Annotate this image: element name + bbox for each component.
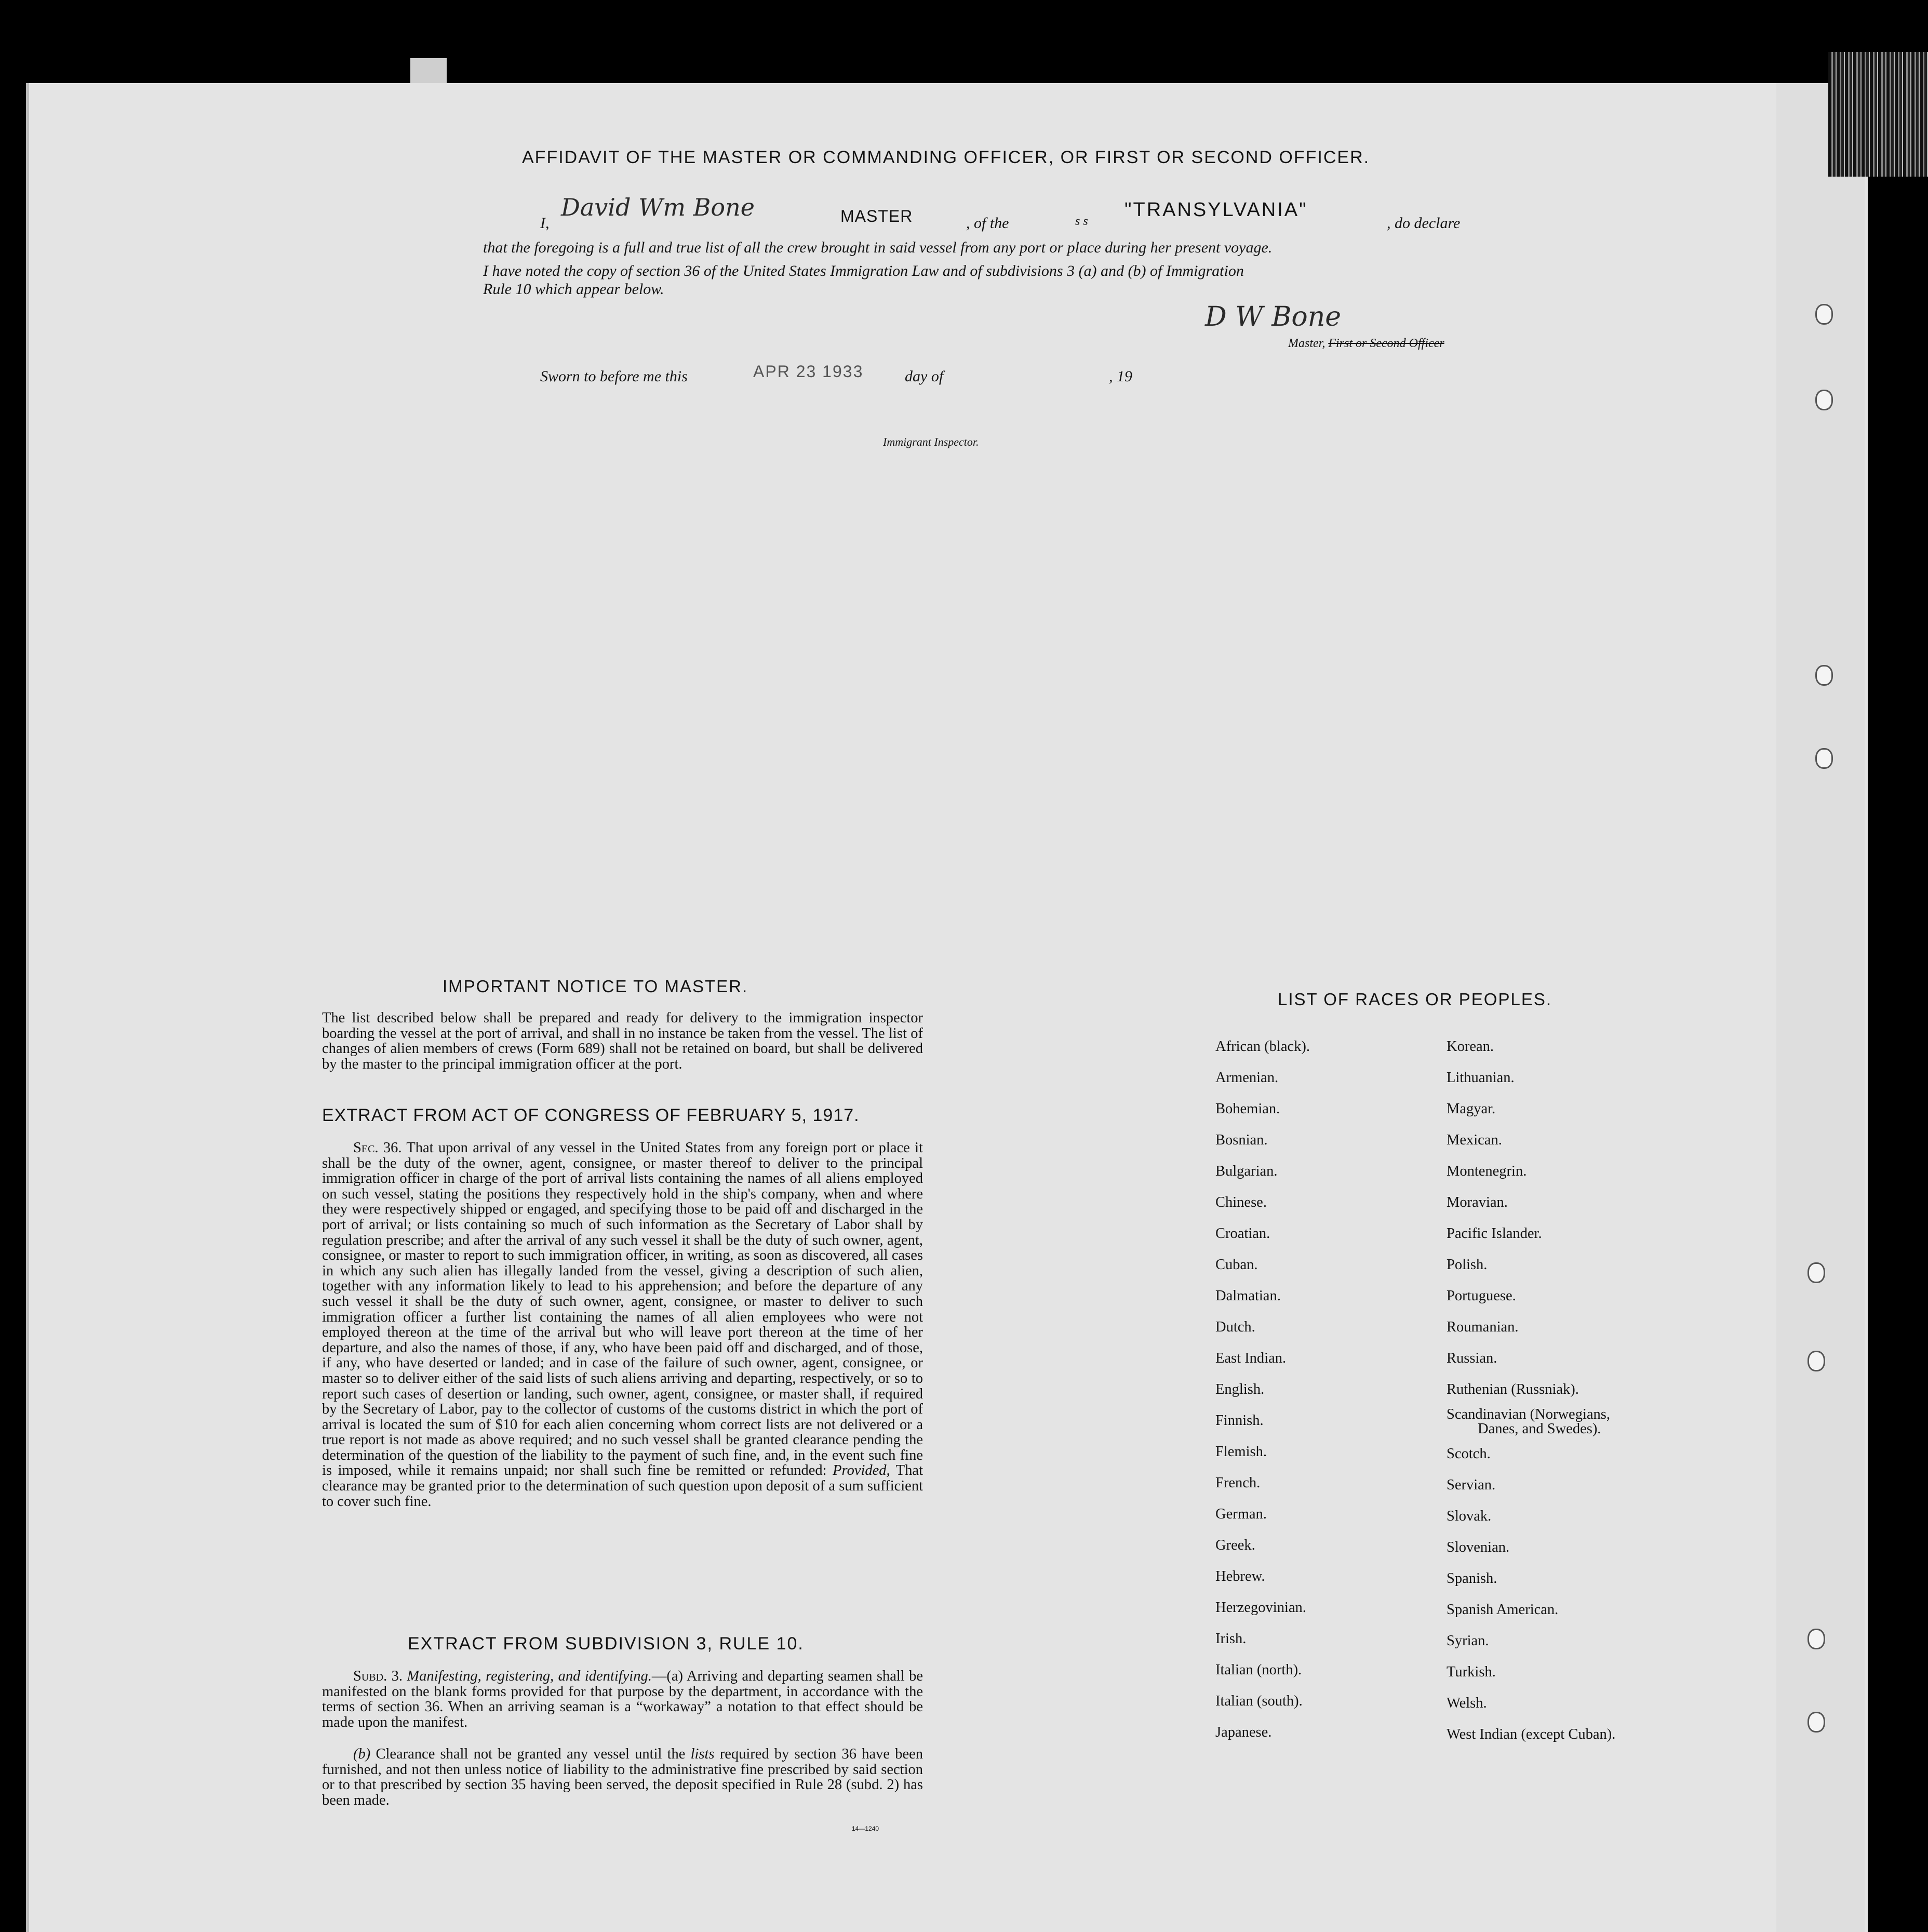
race-item: Italian (south). (1215, 1693, 1303, 1709)
vessel-name: "TRANSYLVANIA" (1124, 199, 1308, 221)
race-item: Dutch. (1215, 1319, 1255, 1335)
race-item: Chinese. (1215, 1194, 1267, 1210)
subdivision-heading: EXTRACT FROM SUBDIVISION 3, RULE 10. (408, 1634, 804, 1654)
binder-hole (1815, 304, 1833, 325)
race-item: Turkish. (1447, 1664, 1496, 1680)
race-item: Flemish. (1215, 1444, 1267, 1460)
vessel-prefix: s s (1075, 215, 1088, 228)
act-sec-label: Sec. 36. (353, 1140, 402, 1156)
race-item: Portuguese. (1447, 1288, 1516, 1304)
race-item: German. (1215, 1506, 1267, 1522)
act-provided: Provided, (833, 1462, 890, 1479)
year-label: , 19 (1109, 368, 1132, 385)
subd-label: Subd. 3. (353, 1668, 403, 1684)
race-item: Servian. (1447, 1477, 1496, 1493)
race-item: Bulgarian. (1215, 1163, 1278, 1179)
race-item: West Indian (except Cuban). (1447, 1726, 1616, 1742)
act-heading: EXTRACT FROM ACT OF CONGRESS OF FEBRUARY 5, 1917. (322, 1105, 860, 1125)
race-item: Japanese. (1215, 1724, 1272, 1740)
race-item: Ruthenian (Russniak). (1447, 1381, 1579, 1397)
race-item: Greek. (1215, 1537, 1255, 1553)
race-item: East Indian. (1215, 1350, 1287, 1366)
subd-part-b-lists: lists (690, 1746, 715, 1762)
race-item: Scotch. (1447, 1446, 1491, 1462)
subd-title: Manifesting, registering, and identifying. (407, 1668, 652, 1684)
race-item: Welsh. (1447, 1695, 1487, 1711)
page-edge (1776, 83, 1865, 1932)
race-item: Syrian. (1447, 1633, 1489, 1649)
affidavit-line-2: that the foregoing is a full and true list of all the crew brought in said vessel from any port or place during her present voyage. (483, 239, 1273, 256)
race-item: Bosnian. (1215, 1132, 1268, 1148)
act-body (322, 1140, 923, 1509)
race-item: Cuban. (1215, 1257, 1258, 1273)
race-item: Russian. (1447, 1350, 1497, 1366)
binder-hole (1808, 1629, 1825, 1649)
binder-hole (1808, 1351, 1825, 1371)
race-item (1447, 1405, 1615, 1438)
race-item: Finnish. (1215, 1413, 1264, 1429)
race-item: Dalmatian. (1215, 1288, 1281, 1304)
race-item-text: Scandinavian (Norwegians, (1447, 1406, 1610, 1422)
binding-tab (410, 58, 447, 83)
subdivision-part-a (322, 1669, 923, 1730)
races-right-column (1447, 1031, 1615, 1750)
subd-part-b-pre: Clearance shall not be granted any vessel until the (376, 1746, 686, 1762)
subd-part-b-label: (b) (353, 1746, 371, 1762)
declare-label: , do declare (1387, 215, 1461, 232)
race-item: African (black). (1215, 1038, 1310, 1055)
binder-hole (1815, 748, 1833, 769)
race-item: French. (1215, 1475, 1261, 1491)
race-item-continued: Danes, and Swedes). (1478, 1421, 1601, 1437)
notice-heading: IMPORTANT NOTICE TO MASTER. (443, 977, 748, 996)
race-item: Slovenian. (1447, 1539, 1510, 1555)
master-signature: David Wm Bone (561, 193, 755, 221)
signer-title-master: Master, (1288, 337, 1326, 350)
officer-signature: D W Bone (1205, 301, 1341, 332)
race-item: English. (1215, 1381, 1265, 1397)
race-item: Roumanian. (1447, 1319, 1519, 1335)
race-item: Bohemian. (1215, 1101, 1280, 1117)
race-item: Hebrew. (1215, 1568, 1265, 1584)
race-item: Moravian. (1447, 1194, 1508, 1210)
binder-hole (1815, 665, 1833, 686)
race-item: Armenian. (1215, 1070, 1279, 1086)
race-item: Irish. (1215, 1631, 1247, 1647)
subd-part-a-text: Arriving and departing seamen shall be manifested on the blank forms provided for that purpose by the department, in accordance with the terms of section 36. When an arriving seaman is a “workaway” a notation to that effect should be made upon the manifest. (322, 1668, 923, 1730)
affidavit-line-4: Rule 10 which appear below. (483, 281, 664, 298)
binder-hole (1808, 1712, 1825, 1733)
signer-title-struck: First or Second Officer (1328, 337, 1444, 350)
race-item: Spanish. (1447, 1570, 1497, 1587)
races-heading: LIST OF RACES OR PEOPLES. (1278, 990, 1552, 1009)
affidavit-title: AFFIDAVIT OF THE MASTER OR COMMANDING OFFICER, OR FIRST OR SECOND OFFICER. (522, 148, 1370, 167)
of-the-label: , of the (966, 215, 1009, 232)
race-item: Spanish American. (1447, 1602, 1559, 1618)
race-item: Herzegovinian. (1215, 1600, 1306, 1616)
act-text: That upon arrival of any vessel in the United States from any foreign port or place it shall be the duty of the owner, agent, consignee, or master thereof to deliver to the principal immigration officer in charge of the port of arrival lists containing the names of all aliens employed on such vessel, stating the positions they respectively hold in the ship's company, when and where they were respectively shipped or engaged, and specifying those to be paid off and discharged in the port of arrival; or lists containing so much of such information as the Secretary of Labor shall by regulation prescribe; and after the arrival of any such vessel it shall be the duty of such owner, agent, consignee, or master to report to such immigration officer, in writing, as soon as discovered, all cases in which any such alien has illegally landed from the vessel, giving a description of such alien, together with any information likely to lead to his apprehension; and before the departure of any such vessel it shall be the duty of such owner, agent, consignee, or master to deliver to such immigration officer a further list containing the names of all alien employees who were not employed thereon at the time of the arrival but who will leave port thereon at the time of her departure, and also the names of those, if any, who have been paid off and discharged, and of those, if any, who have deserted or landed; and in case of the failure of such owner, agent, consignee, or master so to deliver either of the said lists of such aliens arriving and departing, respectively, or so to report such cases of desertion or landing, such owner, agent, consignee, or master shall, if required by the Secretary of Labor, pay to the collector of customs of the customs district in which the port of arrival is located the sum of $10 for each alien concerning whom correct lists are not delivered or a true report is not made as above required; and no such vessel shall be granted clearance pending the determination of the question of the liability to the payment of such fine, and, in the event such fine is imposed, while it remains unpaid; nor shall such fine be remitted or refunded: (322, 1140, 923, 1479)
date-stamp: APR 23 1933 (753, 362, 864, 381)
race-item: Slovak. (1447, 1508, 1492, 1524)
binding-spine (1828, 52, 1928, 177)
subd-part-a-label: —(a) (651, 1668, 683, 1684)
form-number: 14—1240 (852, 1825, 879, 1832)
signer-title (1288, 337, 1444, 351)
race-item: Montenegrin. (1447, 1163, 1527, 1179)
rank-field: MASTER (840, 207, 913, 225)
subd-part-b-text: required by section 36 have been furnished, and not then unless notice of liability to the administrative fine prescribed by said section or to that prescribed by section 35 having been served, the deposit specified in Rule 28 (subd. 2) has been made. (322, 1746, 923, 1808)
binder-hole (1815, 390, 1833, 410)
act-text-end: That clearance may be granted prior to the determination of such question upon deposit of a sum sufficient to cover such fine. (322, 1462, 923, 1510)
sworn-label: Sworn to before me this (540, 368, 688, 385)
day-of-label: day of (905, 368, 944, 385)
affidavit-pronoun: I, (540, 215, 550, 232)
subdivision-part-b (322, 1747, 923, 1808)
race-item: Mexican. (1447, 1132, 1502, 1148)
race-item: Croatian. (1215, 1225, 1270, 1242)
races-left-column (1215, 1031, 1310, 1748)
affidavit-line-3: I have noted the copy of section 36 of the United States Immigration Law and of subdivisions 3 (a) and (b) of Immigration (483, 262, 1244, 279)
binder-hole (1808, 1262, 1825, 1283)
immigrant-inspector-label: Immigrant Inspector. (883, 435, 979, 448)
notice-body: The list described below shall be prepared and ready for delivery to the immigration inspector boarding the vessel at the port of arrival, and shall in no instance be taken from the vessel. The list of changes of alien members of crews (Form 689) shall not be retained on board, but shall be delivered by the master to the principal immigration officer at the port. (322, 1010, 923, 1072)
race-item: Italian (north). (1215, 1662, 1302, 1678)
race-item: Korean. (1447, 1038, 1494, 1055)
race-item: Pacific Islander. (1447, 1225, 1542, 1242)
race-item: Lithuanian. (1447, 1070, 1515, 1086)
race-item: Polish. (1447, 1257, 1488, 1273)
race-item: Magyar. (1447, 1101, 1496, 1117)
